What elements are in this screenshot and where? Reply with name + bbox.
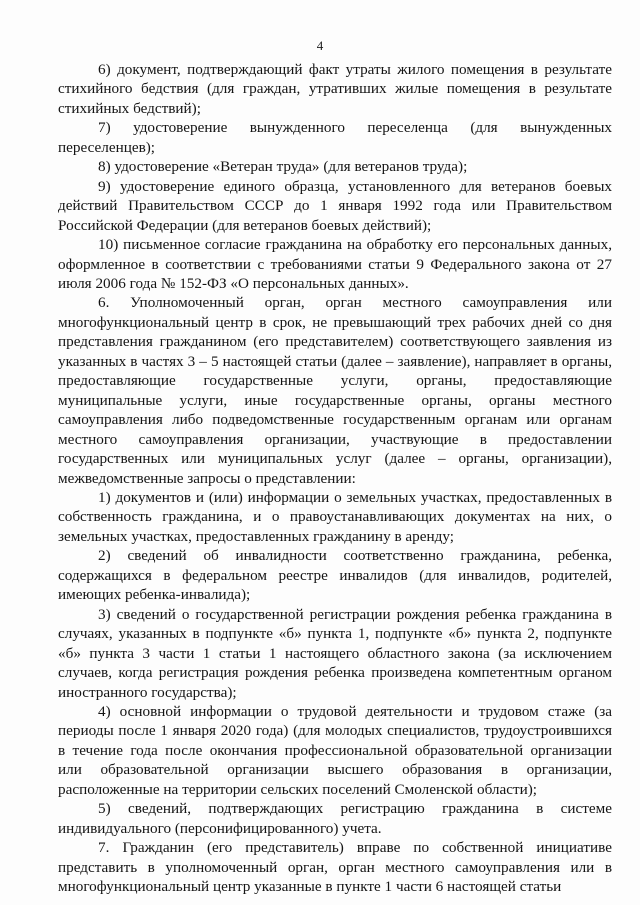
section-7-paragraph: 7. Гражданин (его представитель) вправе по собственной инициативе представить в уполномоченный орган, орган местного самоуправления или в многофункциональный центр указанные в пункте 1 части 6 настоящей статьи	[58, 839, 612, 896]
list-item-7-forced-migrant: 7) удостоверение вынужденного переселенца (для вынужденных переселенцев);	[58, 119, 612, 156]
list-item-9-combat-veteran: 9) удостоверение единого образца, установленного для ветеранов боевых действий Правительством СССР до 1 января 1992 года или Правительством Российской Федерации (для ветеранов боевых действий);	[58, 177, 612, 234]
document-body	[58, 60, 612, 896]
list-item-8-labor-veteran: 8) удостоверение «Ветеран труда» (для ветеранов труда);	[98, 158, 468, 176]
request-item-5-personal-accounting: 5) сведений, подтверждающих регистрацию гражданина в системе индивидуального (персонифицированного) учета.	[58, 800, 612, 837]
section-6-paragraph: 6. Уполномоченный орган, орган местного самоуправления или многофункциональный центр в срок, не превышающий трех рабочих дней со дня представления гражданином (его представителем) соответствующего заявления из указанных в частях 3 – 5 настоящей статьи (далее – заявление), направляет в органы, предоставляющие государственные услуги, органы, предоставляющие муниципальные услуги, иные государственные органы, органы местного самоуправления либо подведомственные государственным органам или органам местного самоуправления организации, участвующие в предоставлении государственных или муниципальных услуг (далее – органы, организации), межведомственные запросы о представлении:	[58, 294, 612, 487]
list-item-6-document-loss: 6) документ, подтверждающий факт утраты жилого помещения в результате стихийного бедствия (для граждан, утративших жилые помещения в результате стихийных бедствий);	[58, 61, 612, 117]
request-item-1-land: 1) документов и (или) информации о земельных участках, предоставленных в собственность гражданина, и о правоустанавливающих документах на них, о земельных участках, предоставленных гражданину в аренду;	[58, 488, 612, 545]
request-item-4-labor-info: 4) основной информации о трудовой деятельности и трудовом стаже (за периоды после 1 января 2020 года) (для молодых специалистов, трудоустроившихся в течение года после окончания профессиональной образовательной организации или образовательной организации высшего образования в организации, расположенные на территории сельских поселений Смоленской области);	[58, 702, 612, 798]
page-number: 4	[316, 38, 324, 53]
list-item-10-consent: 10) письменное согласие гражданина на обработку его персональных данных, оформленное в соответствии с требованиями статьи 9 Федерального закона от 27 июля 2006 года № 152-ФЗ «О персональных данных».	[58, 236, 612, 292]
request-item-2-disability: 2) сведений об инвалидности соответственно гражданина, ребенка, содержащихся в федеральном реестре инвалидов (для инвалидов, родителей, имеющих ребенка-инвалида);	[58, 547, 612, 604]
request-item-3-birth-registration: 3) сведений о государственной регистрации рождения ребенка гражданина в случаях, указанных в подпункте «б» пункта 1, подпункте «б» пункта 2, подпункте «б» пункта 3 части 1 статьи 1 настоящего областного закона (за исключением случаев, когда регистрация рождения ребенка произведена компетентным органом иностранного государства);	[58, 605, 612, 701]
